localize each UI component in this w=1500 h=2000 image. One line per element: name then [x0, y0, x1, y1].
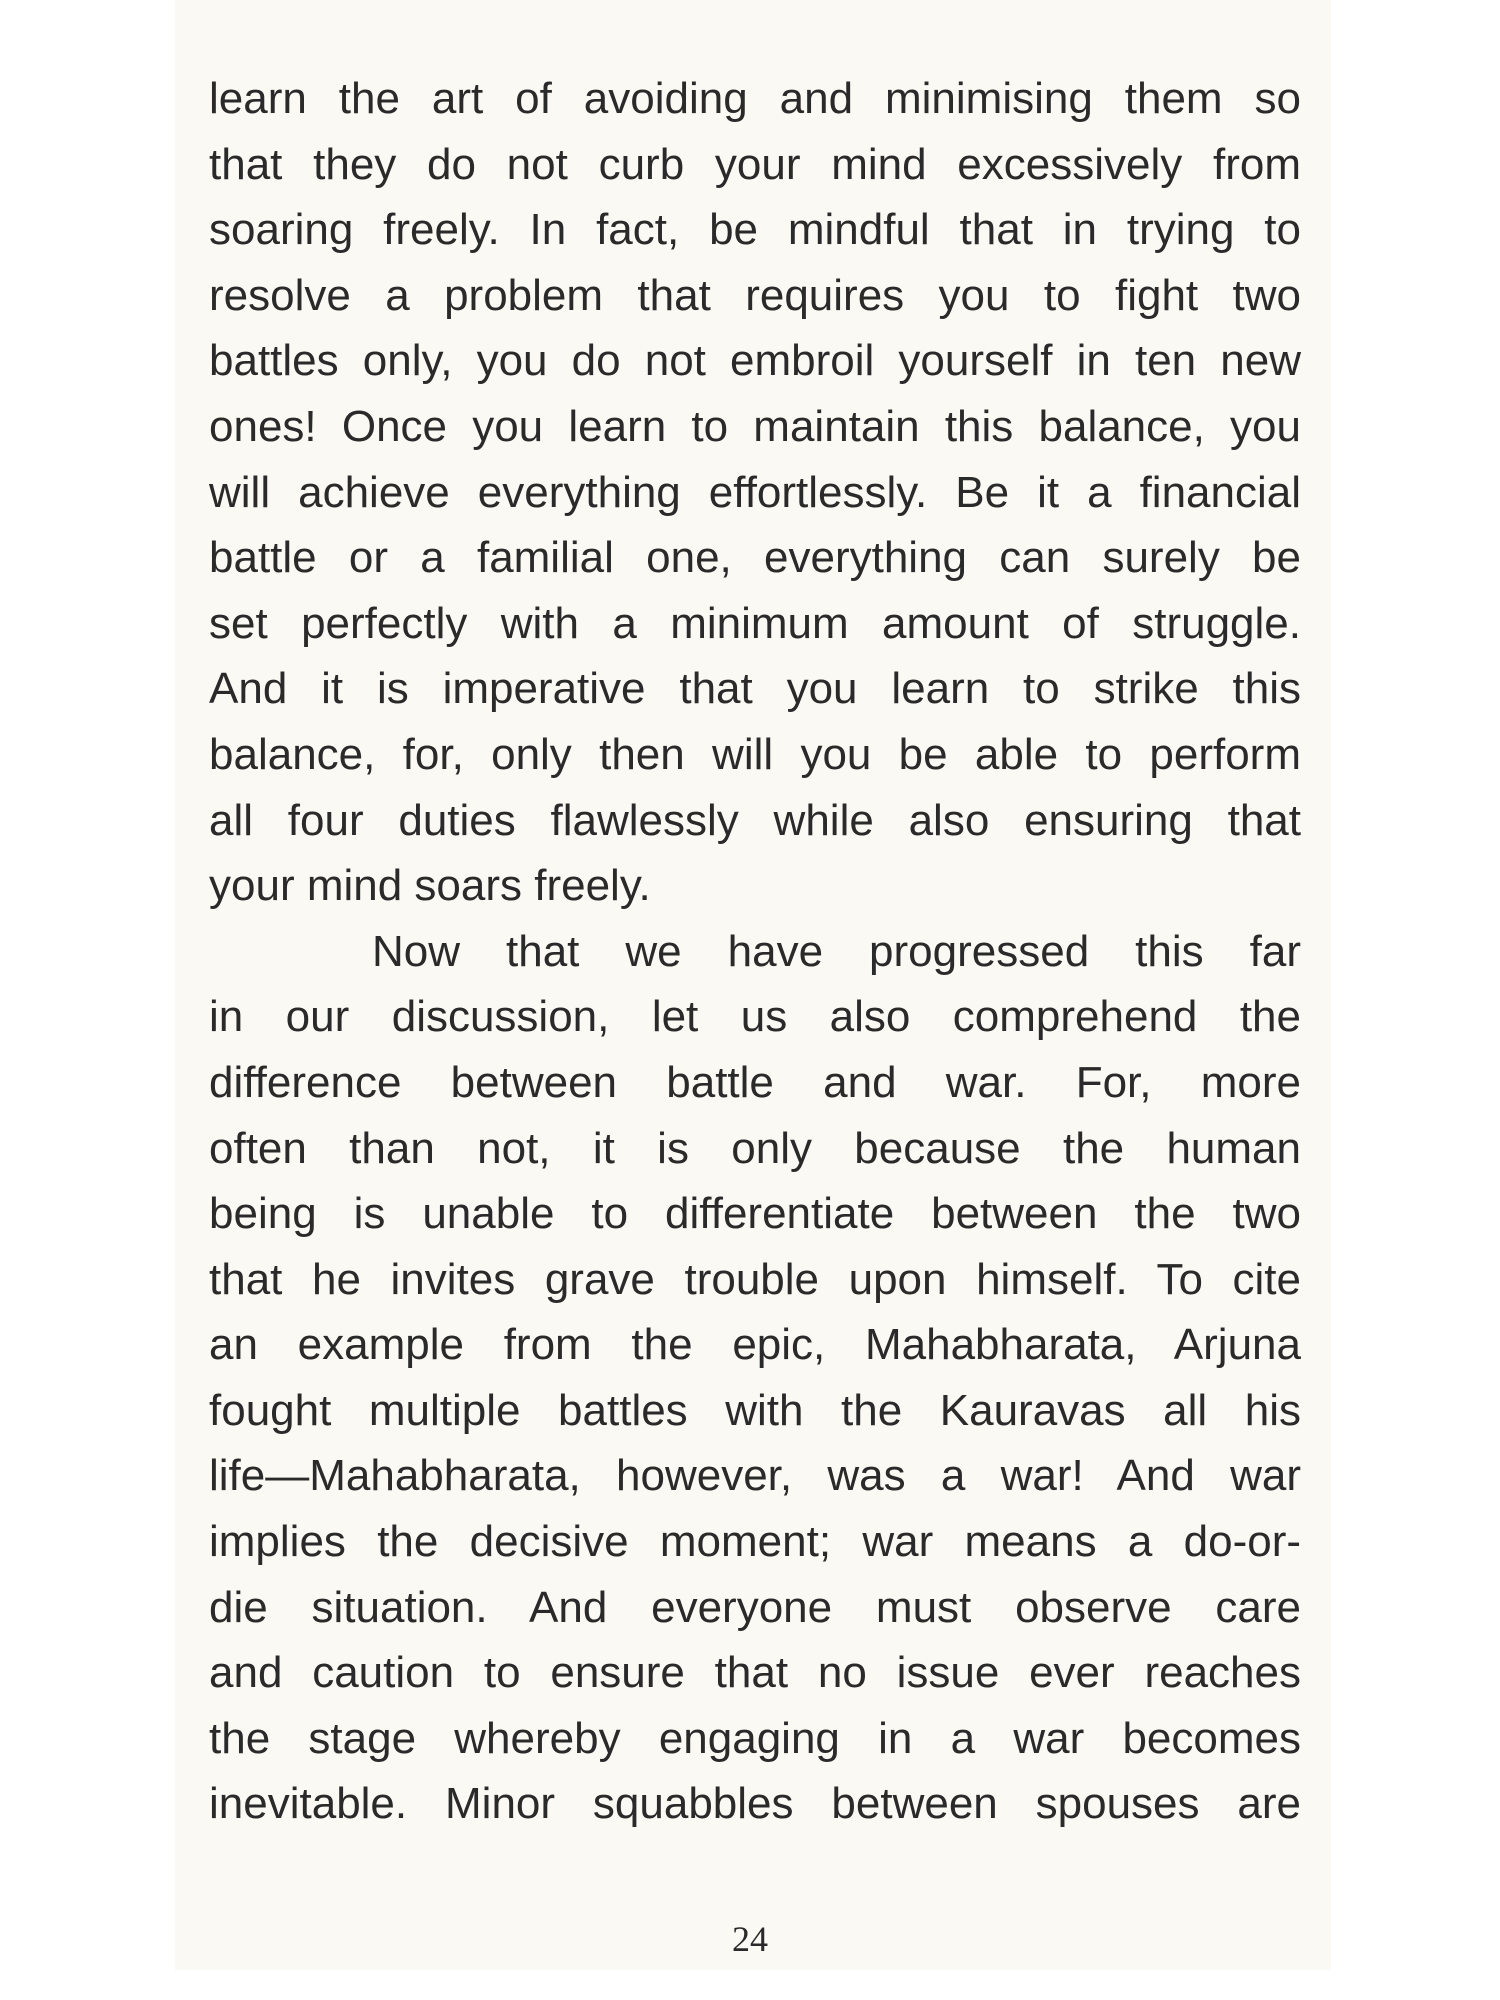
page-number: 24 [732, 1919, 768, 1959]
text-line: and caution to ensure that no issue ever reaches [209, 1648, 1301, 1698]
text-line: inevitable. Minor squabbles between spouses are [209, 1779, 1301, 1829]
text-line: die situation. And everyone must observe care [209, 1582, 1301, 1632]
text-line: battle or a familial one, everything can surely be [209, 533, 1301, 583]
text-line: difference between battle and war. For, more [209, 1057, 1301, 1107]
text-line: your mind soars freely. [209, 861, 651, 911]
text-line: learn the art of avoiding and minimising them so [209, 74, 1301, 123]
body-text [209, 66, 1301, 1837]
text-line: will achieve everything effortlessly. Be it a financial [209, 467, 1301, 517]
text-line: And it is imperative that you learn to strike this [209, 664, 1301, 714]
text-line: the stage whereby engaging in a war becomes [209, 1713, 1301, 1763]
text-line: implies the decisive moment; war means a do-or- [209, 1517, 1301, 1567]
text-line: all four duties flawlessly while also ensuring that [209, 795, 1301, 845]
text-line: an example from the epic, Mahabharata, Arjuna [209, 1320, 1301, 1370]
text-line: that he invites grave trouble upon himself. To cite [209, 1254, 1301, 1304]
text-line: battles only, you do not embroil yourself in ten new [209, 336, 1301, 386]
text-line: Now that we have progressed this far [372, 926, 1301, 976]
text-line: being is unable to differentiate between the two [209, 1189, 1301, 1239]
text-line: often than not, it is only because the human [209, 1123, 1301, 1173]
text-line: set perfectly with a minimum amount of struggle. [209, 598, 1301, 648]
text-line: in our discussion, let us also comprehend the [209, 992, 1301, 1042]
text-line: balance, for, only then will you be able to perform [209, 729, 1301, 779]
text-line: resolve a problem that requires you to fight two [209, 270, 1301, 320]
text-line: ones! Once you learn to maintain this balance, you [209, 401, 1301, 451]
text-line: fought multiple battles with the Kauravas all his [209, 1385, 1301, 1435]
text-line: life—Mahabharata, however, was a war! And war [209, 1451, 1301, 1501]
text-line: soaring freely. In fact, be mindful that in trying to [209, 205, 1301, 255]
text-line: that they do not curb your mind excessively from [209, 139, 1301, 189]
